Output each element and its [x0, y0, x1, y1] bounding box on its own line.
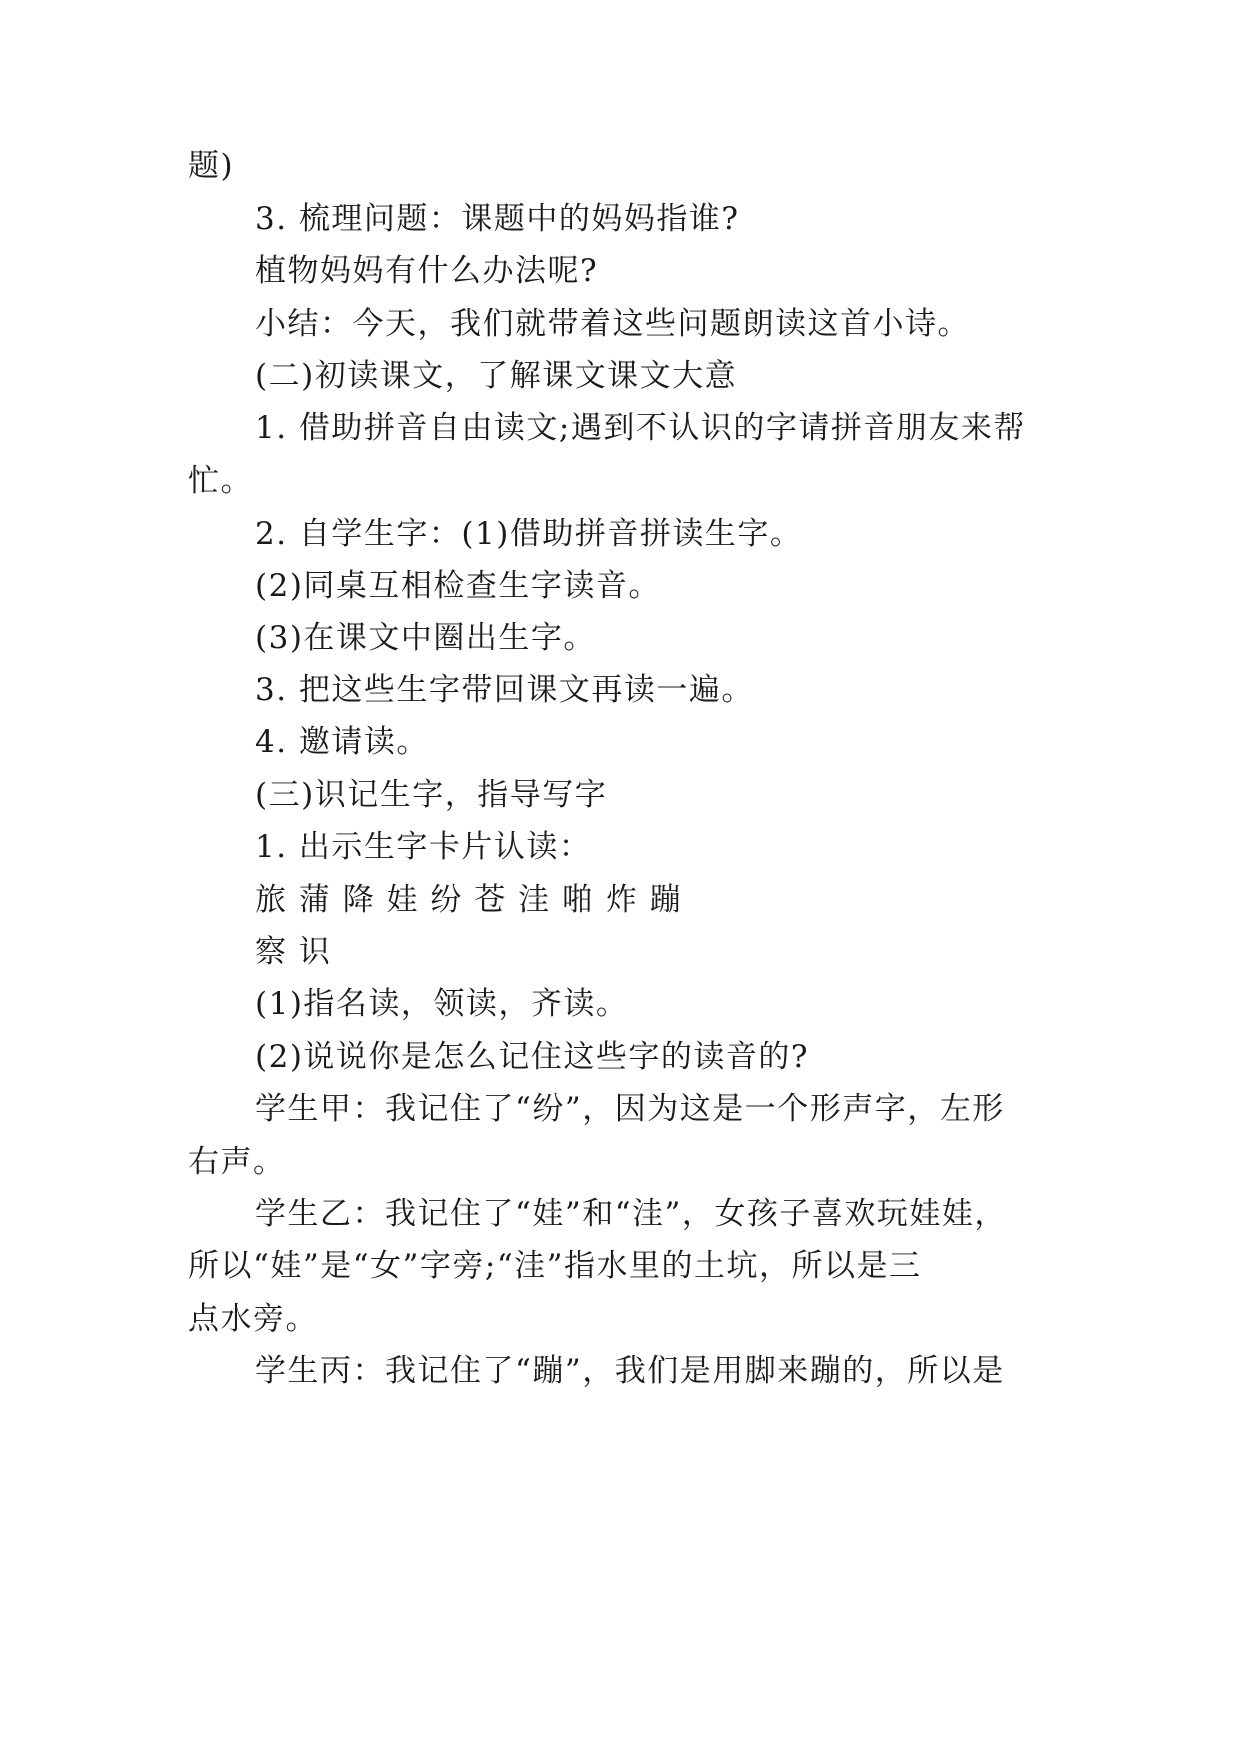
text-line-12: 4. 邀请读。	[255, 724, 429, 760]
text-line-9: (2)同桌互相检查生字读音。	[255, 568, 661, 604]
text-line-2: 3. 梳理问题：课题中的妈妈指谁?	[255, 201, 740, 237]
text-line-16: 察 识	[255, 934, 332, 970]
text-line-1: 题)	[188, 148, 235, 184]
text-line-23: 点水旁。	[188, 1301, 318, 1337]
text-line-21: 学生乙：我记住了“娃”和“洼”，女孩子喜欢玩娃娃，	[255, 1196, 1007, 1232]
text-line-3: 植物妈妈有什么办法呢?	[255, 253, 599, 289]
text-line-18: (2)说说你是怎么记住这些字的读音的?	[255, 1039, 810, 1075]
text-line-20: 右声。	[188, 1144, 286, 1180]
text-line-4: 小结：今天，我们就带着这些问题朗读这首小诗。	[255, 306, 970, 342]
text-line-8: 2. 自学生字：(1)借助拼音拼读生字。	[255, 516, 803, 552]
text-line-10: (3)在课文中圈出生字。	[255, 620, 596, 656]
text-line-5: (二)初读课文，了解课文课文大意	[255, 358, 738, 394]
text-line-19: 学生甲：我记住了“纷”，因为这是一个形声字，左形	[255, 1091, 1005, 1127]
text-line-15: 旅 蒲 降 娃 纷 苍 洼 啪 炸 蹦	[255, 882, 683, 918]
text-line-14: 1. 出示生字卡片认读：	[255, 829, 592, 865]
text-line-11: 3. 把这些生字带回课文再读一遍。	[255, 672, 754, 708]
text-line-22: 所以“娃”是“女”字旁;“洼”指水里的土坑，所以是三	[188, 1248, 922, 1284]
text-line-7: 忙。	[188, 463, 253, 499]
text-line-17: (1)指名读，领读，齐读。	[255, 986, 629, 1022]
text-line-13: (三)识记生字，指导写字	[255, 777, 608, 813]
text-line-6: 1. 借助拼音自由读文;遇到不认识的字请拼音朋友来帮	[255, 410, 1026, 446]
text-line-24: 学生丙：我记住了“蹦”，我们是用脚来蹦的，所以是	[255, 1353, 1005, 1389]
